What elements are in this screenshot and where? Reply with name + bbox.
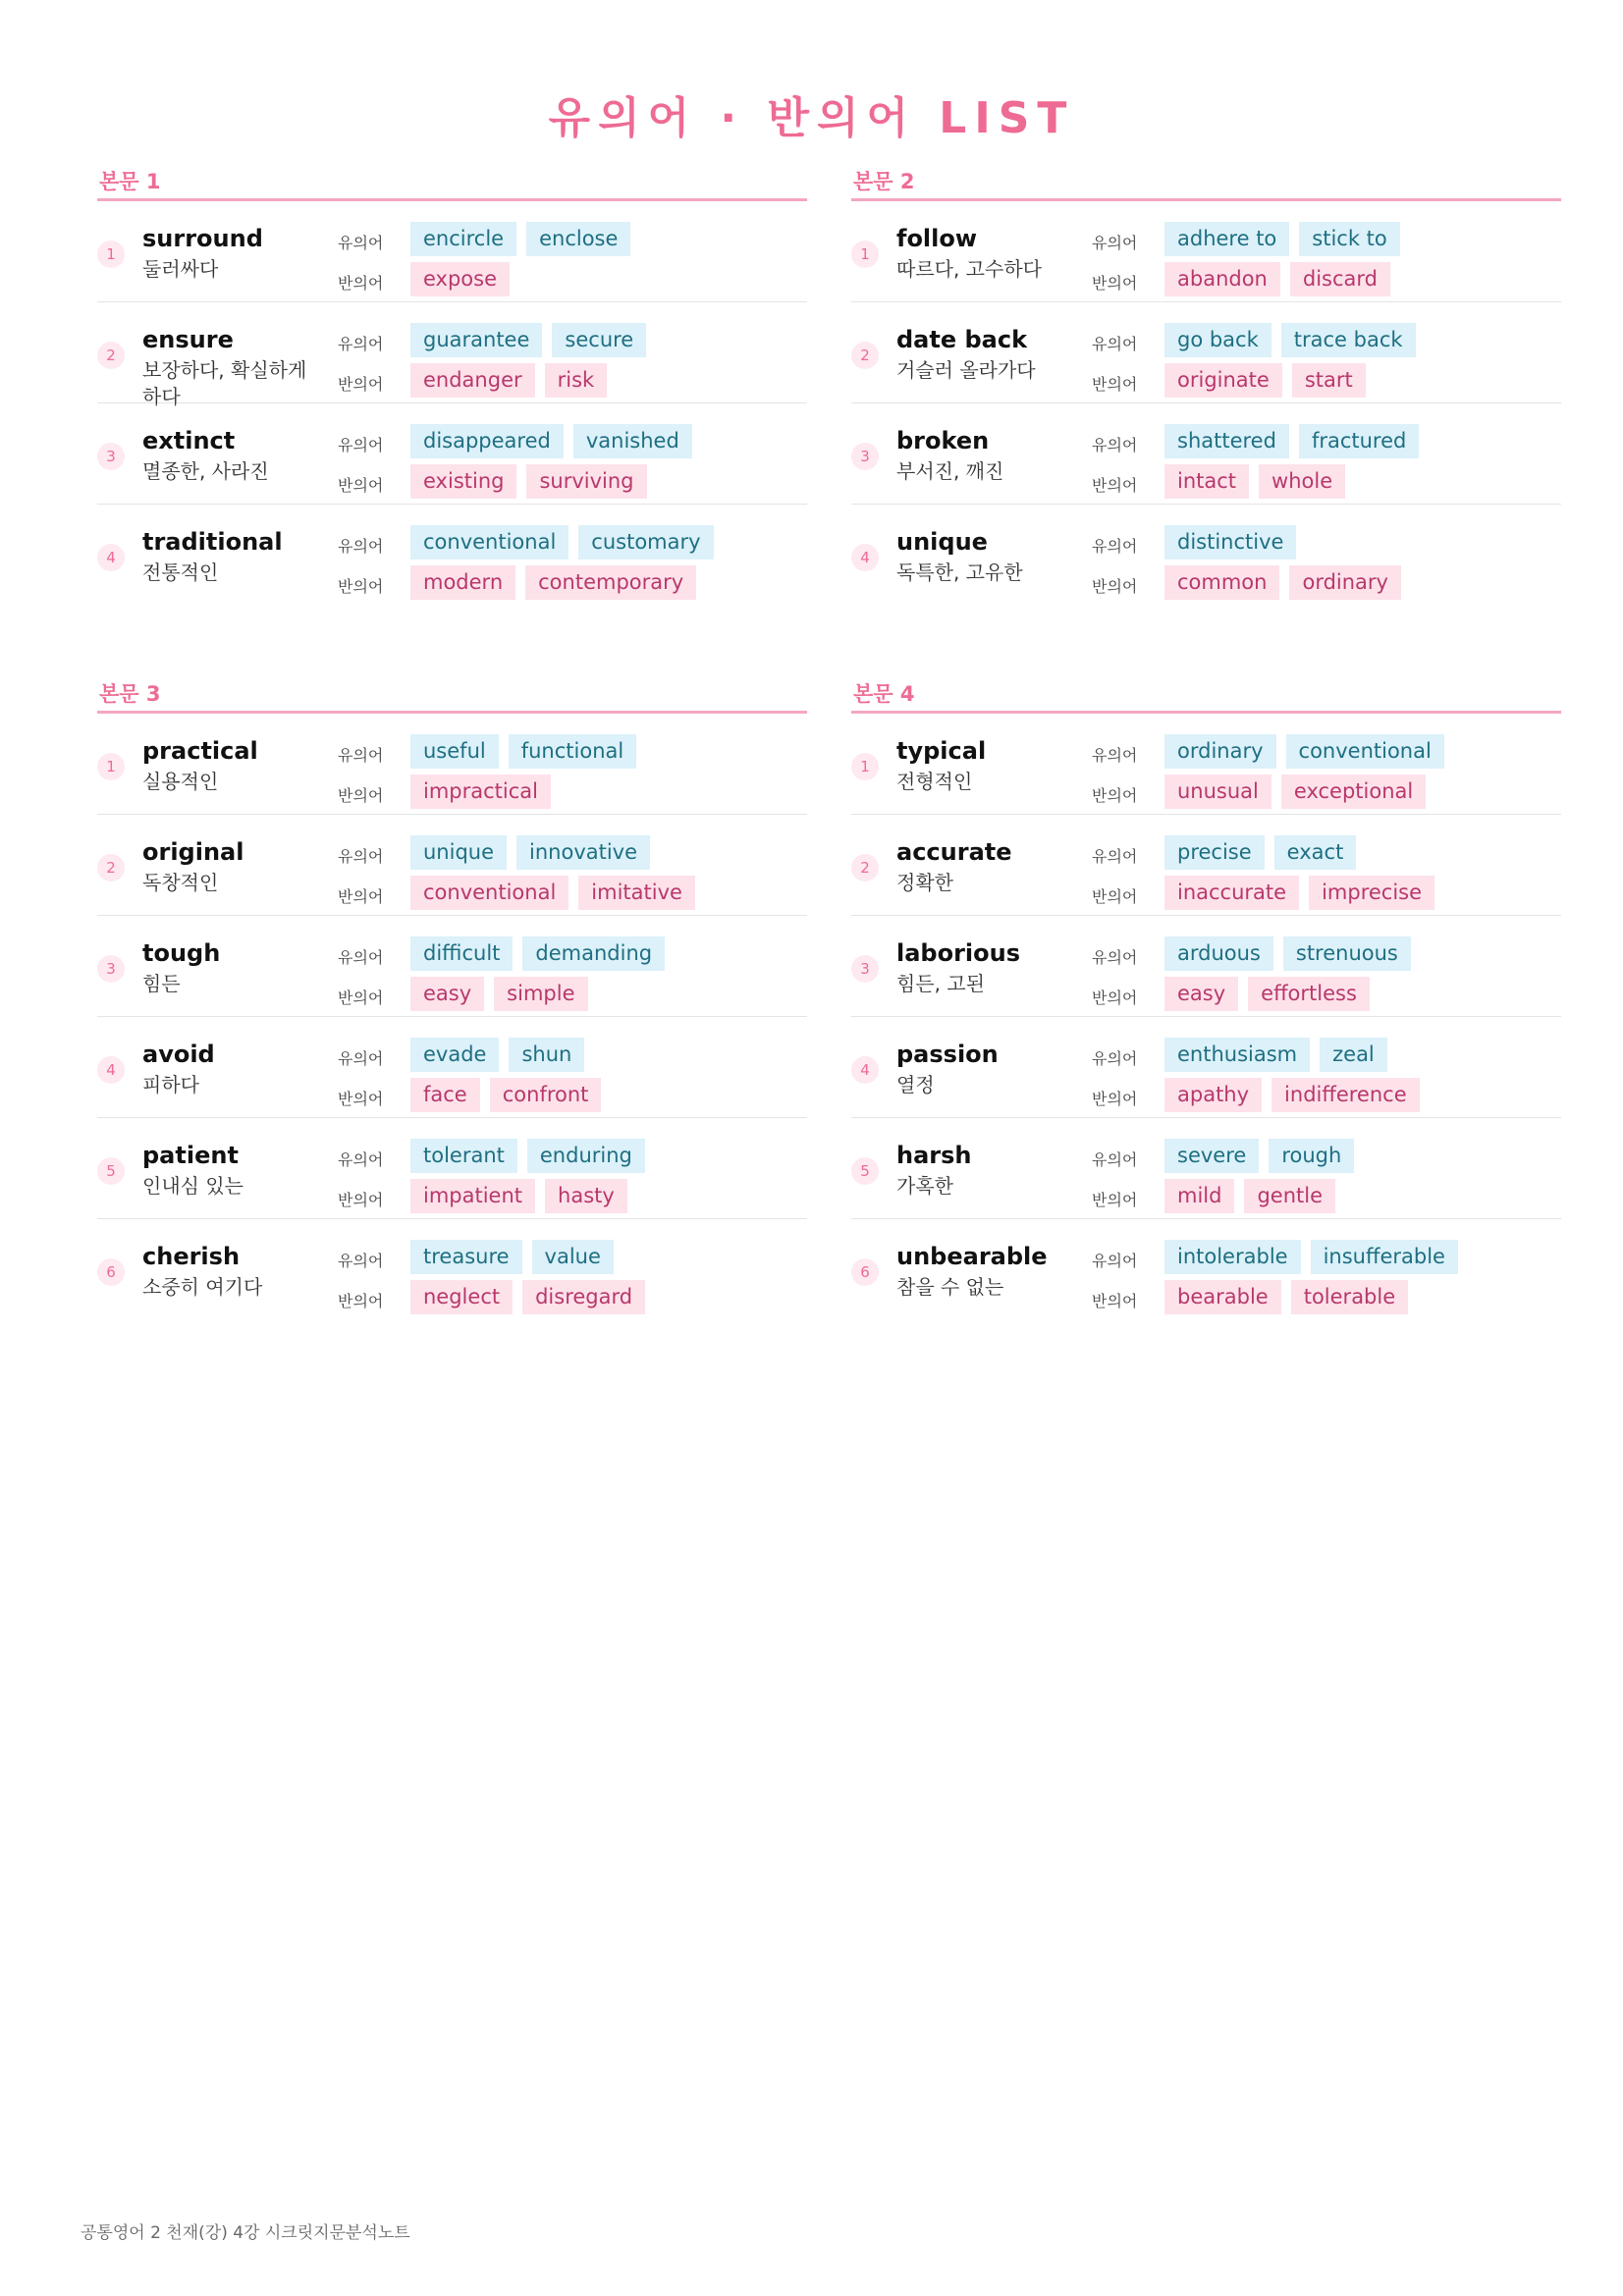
antonym-label: 반의어 [338,786,384,805]
synonym-chips [410,1240,614,1274]
entry-meaning: 정확한 [896,871,953,894]
section-3 [97,677,807,1319]
synonym-chip: arduous [1164,936,1273,971]
antonym-chip: neglect [410,1280,513,1314]
entry-word: practical [142,737,258,765]
synonym-label: 유의어 [1092,1252,1138,1270]
antonym-label: 반의어 [338,988,384,1007]
antonym-chips [410,363,607,398]
entry-word: unbearable [896,1243,1048,1270]
antonym-chips [1164,1280,1408,1314]
antonym-chips [1164,876,1434,910]
antonym-chip: mild [1164,1179,1234,1213]
synonym-chip: zeal [1320,1038,1387,1072]
antonym-label: 반의어 [1092,1292,1138,1310]
entry-number-badge: 5 [97,1157,125,1185]
entry-meaning: 참을 수 없는 [896,1275,1004,1299]
synonym-chip: go back [1164,323,1271,357]
antonym-label: 반의어 [338,375,384,394]
entry-meaning: 인내심 있는 [142,1174,243,1198]
synonym-label: 유의어 [1092,746,1138,765]
vocab-entry [97,1118,807,1219]
antonym-chip: common [1164,565,1279,600]
antonym-chip: hasty [545,1179,627,1213]
antonym-chip: conventional [410,876,568,910]
entry-word: tough [142,939,221,967]
entry-meaning: 전형적인 [896,770,973,793]
vocab-entry [851,201,1561,302]
synonym-chip: demanding [522,936,665,971]
antonym-chips [1164,1078,1420,1112]
synonym-chip: insufferable [1311,1240,1458,1274]
entry-meaning: 소중히 여기다 [142,1275,263,1299]
section-1 [97,165,807,605]
entry-number-badge: 1 [851,753,879,780]
antonym-chip: disregard [522,1280,645,1314]
vocab-entry [851,505,1561,605]
antonym-chips [410,1078,601,1112]
vocab-entry [851,1017,1561,1118]
synonym-label: 유의어 [338,948,384,967]
synonym-chips [1164,1139,1354,1173]
entry-number-badge: 4 [851,1056,879,1084]
synonym-chip: severe [1164,1139,1259,1173]
antonym-chips [1164,262,1390,296]
entry-meaning: 열정 [896,1073,935,1096]
antonym-label: 반의어 [1092,786,1138,805]
antonym-label: 반의어 [1092,988,1138,1007]
entry-meaning: 거슬러 올라가다 [896,358,1036,382]
antonym-chip: originate [1164,363,1282,398]
synonym-chip: shattered [1164,424,1289,458]
entry-meaning: 힘든 [142,972,181,995]
antonym-label: 반의어 [338,1090,384,1108]
antonym-chips [410,464,647,499]
synonym-label: 유의어 [338,436,384,454]
antonym-label: 반의어 [338,1191,384,1209]
antonym-chip: easy [1164,977,1238,1011]
entry-word: unique [896,528,988,556]
entry-meaning: 둘러싸다 [142,257,219,281]
synonym-chip: stick to [1299,222,1399,256]
entry-word: passion [896,1041,999,1068]
synonym-label: 유의어 [1092,1150,1138,1169]
entry-meaning: 전통적인 [142,561,219,584]
synonym-chip: shun [509,1038,584,1072]
antonym-chips [410,977,588,1011]
synonym-label: 유의어 [338,1150,384,1169]
entry-number-badge: 6 [851,1258,879,1286]
vocab-entry [97,916,807,1017]
synonym-chips [1164,734,1444,769]
entry-meaning: 힘든, 고된 [896,972,985,995]
antonym-chip: confront [490,1078,602,1112]
synonym-label: 유의어 [338,335,384,353]
synonym-chip: innovative [516,835,650,870]
entry-word: typical [896,737,987,765]
vocab-entry [851,815,1561,916]
antonym-chip: expose [410,262,510,296]
entry-meaning: 독특한, 고유한 [896,561,1023,584]
synonym-chips [410,835,650,870]
synonym-chip: rough [1269,1139,1354,1173]
synonym-chips [1164,936,1411,971]
entry-meaning: 따르다, 고수하다 [896,257,1042,281]
synonym-chips [1164,835,1356,870]
antonym-chips [1164,1179,1335,1213]
synonym-label: 유의어 [1092,234,1138,252]
antonym-chip: endanger [410,363,535,398]
vocab-entry [851,403,1561,505]
entry-word: accurate [896,838,1012,866]
synonym-chip: exact [1274,835,1357,870]
synonym-chip: functional [509,734,637,769]
vocab-entry [97,201,807,302]
synonym-chips [1164,525,1296,560]
synonym-chip: enclose [526,222,630,256]
antonym-chip: unusual [1164,774,1271,809]
antonym-chip: impatient [410,1179,535,1213]
entry-number-badge: 6 [97,1258,125,1286]
entry-meaning: 피하다 [142,1073,199,1096]
entry-number-badge: 3 [97,955,125,983]
entry-number-badge: 2 [851,854,879,881]
vocab-entry [97,302,807,408]
vocab-entry [851,714,1561,815]
entry-meaning: 부서진, 깨진 [896,459,1004,483]
entry-meaning: 실용적인 [142,770,219,793]
synonym-chips [410,1139,645,1173]
antonym-label: 반의어 [338,577,384,596]
antonym-chips [1164,565,1401,600]
antonym-label: 반의어 [1092,1090,1138,1108]
synonym-chip: unique [410,835,507,870]
antonym-chips [410,1280,645,1314]
antonym-chip: start [1292,363,1366,398]
antonym-chips [410,1179,627,1213]
section-title: 본문 1 [99,170,161,193]
entry-number-badge: 1 [851,240,879,268]
synonym-chips [410,525,714,560]
entry-word: extinct [142,427,236,454]
antonym-chip: effortless [1248,977,1370,1011]
vocab-entry [97,1017,807,1118]
entry-number-badge: 2 [851,342,879,369]
section-title: 본문 2 [853,170,915,193]
antonym-chips [410,774,551,809]
entry-word: date back [896,326,1028,353]
synonym-chip: value [532,1240,614,1274]
antonym-label: 반의어 [1092,887,1138,906]
synonym-chips [410,323,646,357]
synonym-chip: conventional [1286,734,1444,769]
entry-word: patient [142,1142,239,1169]
antonym-chips [1164,977,1370,1011]
vocab-entry [97,403,807,505]
synonym-label: 유의어 [338,1049,384,1068]
section-4 [851,677,1561,1319]
entry-meaning: 독창적인 [142,871,219,894]
synonym-chip: treasure [410,1240,522,1274]
antonym-chip: imprecise [1309,876,1434,910]
synonym-chips [1164,222,1400,256]
antonym-chip: abandon [1164,262,1280,296]
entry-word: traditional [142,528,283,556]
antonym-chips [410,262,510,296]
entry-word: avoid [142,1041,215,1068]
synonym-label: 유의어 [1092,537,1138,556]
vocab-entry [97,714,807,815]
antonym-chip: indifference [1271,1078,1420,1112]
synonym-label: 유의어 [338,1252,384,1270]
synonym-chip: strenuous [1283,936,1411,971]
antonym-chip: contemporary [525,565,696,600]
antonym-label: 반의어 [338,887,384,906]
synonym-chip: vanished [573,424,692,458]
entry-number-badge: 2 [97,342,125,369]
entry-word: harsh [896,1142,972,1169]
entry-number-badge: 3 [851,955,879,983]
synonym-chips [410,1038,584,1072]
synonym-label: 유의어 [338,537,384,556]
vocab-entry [851,302,1561,403]
antonym-chips [1164,774,1426,809]
synonym-label: 유의어 [1092,335,1138,353]
entry-meaning: 보장하다, 확실하게 하다 [142,358,307,408]
antonym-chip: easy [410,977,484,1011]
antonym-label: 반의어 [1092,577,1138,596]
section-title: 본문 4 [853,682,915,706]
entry-meaning: 멸종한, 사라진 [142,459,269,483]
antonym-chip: intact [1164,464,1249,499]
synonym-chips [1164,424,1419,458]
synonym-chip: precise [1164,835,1265,870]
entry-word: broken [896,427,990,454]
synonym-chip: customary [578,525,713,560]
synonym-chip: evade [410,1038,499,1072]
antonym-chips [410,876,695,910]
antonym-chip: discard [1290,262,1390,296]
antonym-chip: tolerable [1291,1280,1408,1314]
synonym-chip: intolerable [1164,1240,1301,1274]
antonym-label: 반의어 [1092,1191,1138,1209]
entry-word: follow [896,225,978,252]
entry-number-badge: 2 [97,854,125,881]
entry-word: original [142,838,244,866]
antonym-chip: face [410,1078,480,1112]
antonym-chip: surviving [526,464,646,499]
entry-number-badge: 1 [97,753,125,780]
antonym-chip: apathy [1164,1078,1262,1112]
synonym-chip: useful [410,734,499,769]
synonym-chip: trace back [1281,323,1416,357]
vocab-entry [97,815,807,916]
antonym-chip: inaccurate [1164,876,1299,910]
footer-text: 공통영어 2 천재(강) 4강 시크릿지문분석노트 [81,2223,410,2243]
synonym-chip: secure [552,323,646,357]
antonym-chip: ordinary [1289,565,1401,600]
entry-list [851,714,1561,1319]
synonym-label: 유의어 [1092,847,1138,866]
vocab-entry [851,1118,1561,1219]
antonym-chips [1164,464,1345,499]
synonym-chips [410,734,636,769]
antonym-chip: existing [410,464,516,499]
synonym-label: 유의어 [1092,1049,1138,1068]
entry-number-badge: 4 [851,544,879,571]
entry-word: surround [142,225,263,252]
entry-number-badge: 5 [851,1157,879,1185]
entry-number-badge: 3 [97,443,125,470]
synonym-chip: conventional [410,525,568,560]
section-title: 본문 3 [99,682,161,706]
antonym-label: 반의어 [1092,274,1138,293]
entry-number-badge: 3 [851,443,879,470]
entry-number-badge: 4 [97,1056,125,1084]
antonym-chip: risk [545,363,608,398]
entry-word: cherish [142,1243,241,1270]
synonym-chips [1164,1240,1458,1274]
synonym-chip: fractured [1299,424,1419,458]
entry-number-badge: 1 [97,240,125,268]
antonym-label: 반의어 [338,1292,384,1310]
synonym-chip: enthusiasm [1164,1038,1310,1072]
synonym-label: 유의어 [338,234,384,252]
synonym-chip: disappeared [410,424,564,458]
page-title: 유의어 · 반의어 LIST [548,93,1075,143]
antonym-chip: simple [494,977,587,1011]
antonym-label: 반의어 [1092,476,1138,495]
synonym-chip: adhere to [1164,222,1289,256]
entry-word: laborious [896,939,1021,967]
entry-meaning: 가혹한 [896,1174,953,1198]
synonym-chip: distinctive [1164,525,1296,560]
synonym-chips [410,222,630,256]
synonym-label: 유의어 [338,746,384,765]
entry-number-badge: 4 [97,544,125,571]
antonym-chip: impractical [410,774,551,809]
antonym-chip: bearable [1164,1280,1281,1314]
section-2 [851,165,1561,605]
synonym-chips [1164,323,1416,357]
synonym-chip: guarantee [410,323,542,357]
entry-list [851,201,1561,605]
antonym-chip: whole [1259,464,1345,499]
synonym-chips [410,936,665,971]
vocab-entry [97,505,807,605]
antonym-label: 반의어 [338,274,384,293]
synonym-chip: ordinary [1164,734,1276,769]
synonym-chip: enduring [527,1139,645,1173]
entry-word: ensure [142,326,234,353]
synonym-chip: encircle [410,222,516,256]
synonym-label: 유의어 [1092,436,1138,454]
antonym-chips [1164,363,1366,398]
synonym-label: 유의어 [1092,948,1138,967]
antonym-chip: modern [410,565,515,600]
antonym-chips [410,565,696,600]
antonym-chip: gentle [1244,1179,1335,1213]
entry-list [97,201,807,605]
entry-list [97,714,807,1319]
synonym-chips [1164,1038,1387,1072]
antonym-chip: imitative [578,876,695,910]
vocab-entry [851,916,1561,1017]
vocab-entry [97,1219,807,1319]
synonym-chips [410,424,692,458]
vocab-entry [851,1219,1561,1319]
antonym-chip: exceptional [1281,774,1426,809]
synonym-chip: difficult [410,936,513,971]
synonym-chip: tolerant [410,1139,517,1173]
synonym-label: 유의어 [338,847,384,866]
antonym-label: 반의어 [1092,375,1138,394]
antonym-label: 반의어 [338,476,384,495]
